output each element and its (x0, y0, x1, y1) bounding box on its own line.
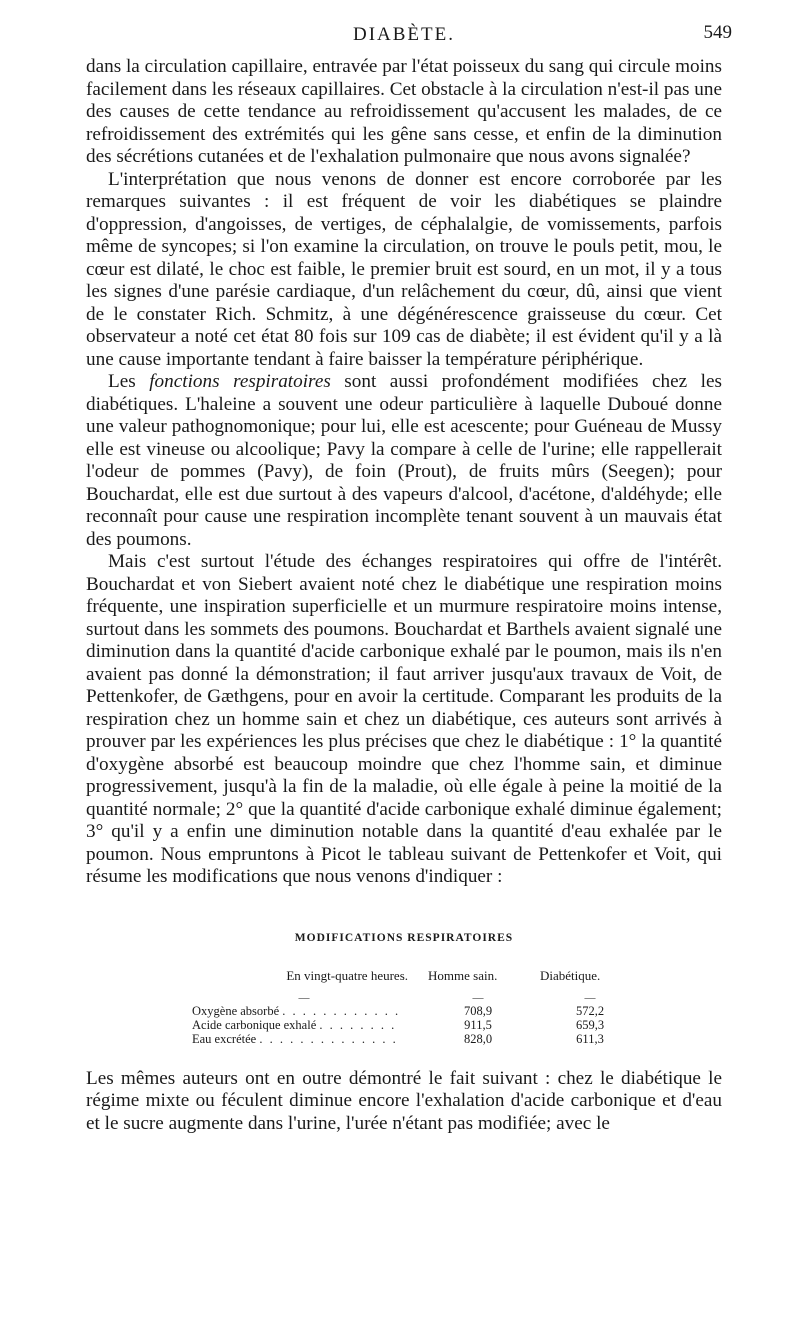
healthy-value: 708,9 (463, 1003, 493, 1018)
paragraph-1: dans la circulation capillaire, entravée par l'état poisseux du sang qui circule moins facilement dans les réseaux capillaires. Cet obstacle à la circulation n'est-il pas une des causes de cette tendance au refroidissement qu'accusent les malades, de ce refroidissement des extrémités qui les gêne sans cesse, et enfin de la diminution des sécrétions cutanées et de l'exhalation pulmonaire que nous avons signalée? (86, 56, 722, 167)
table-caption: MODIFICATIONS RESPIRATOIRES (294, 931, 514, 944)
dash-cell: — (472, 991, 484, 1004)
diabetic-value: 611,3 (576, 1031, 604, 1046)
paragraph-2: L'interprétation que nous venons de donner est encore corroborée par les remarques suivantes : il est fréquent de voir les diabétiques se plaindre d'oppression, d'angoisses, de vertiges, de céphalalgie, de vomissements, parfois même de syncopes; si l'on examine la circulation, on trouve le pouls petit, mou, le cœur est dilaté, le choc est faible, le premier bruit est sourd, en un mot, il y a tous les signes d'une parésie cardiaque, d'un relâchement du cœur, dû, ainsi que vient de le constater Rich. Schmitz, à une dégénérescence graisseuse du cœur. Cet observateur a noté cet état 80 fois sur 109 cas de diabète; il est évident qu'il y a là une cause importante tendant à faire baisser la température périphérique. (86, 168, 722, 370)
table-header-row (186, 963, 646, 992)
row-label (186, 1032, 422, 1046)
running-title: DIABÈTE. (352, 24, 455, 45)
table-row (186, 1018, 646, 1032)
page-header (86, 22, 732, 50)
paragraph-3-italic: fonctions respiratoires (149, 371, 331, 392)
leader-dots: . . . . . . . . . . . . . . (259, 1031, 398, 1046)
leader-dots: . . . . . . . . . . . . (282, 1003, 401, 1018)
dash-cell: — (298, 991, 310, 1004)
paragraph-3-body: sont aussi profondément modifiées chez les diabétiques. L'haleine a souvent une odeur particulière à laquelle Duboué donne une valeur pathognomonique; pour lui, elle est acescente; pour Guéneau de Mussy elle est vineuse ou alcoolique; Pavy la compare à celle de l'urine; elle rappellerait l'odeur de pommes (Pavy), de foin (Prout), de fruits mûrs (Seegen); pour Bouchardat, elle est due surtout à des vapeurs d'alcool, d'acétone, d'aldéhyde; elle reconnaît pour cause une respiration incomplète tenant souvent à un mauvais état des poumons. (86, 371, 722, 550)
closing-paragraph: Les mêmes auteurs ont en outre démontré le fait suivant : chez le diabétique le régime mixte ou féculent diminue encore l'exhalation d'acide carbonique et d'eau et le sucre augmente dans l'urine, l'urée n'étant pas modifiée; avec le (86, 1067, 722, 1134)
page-number: 549 (703, 22, 732, 43)
paragraph-4: Mais c'est surtout l'étude des échanges respiratoires qui offre de l'intérêt. Bouchardat et von Siebert avaient noté chez le diabétique une respiration moins fréquente, une inspiration superficielle et un murmure respiratoire moins intense, surtout dans les sommets des poumons. Bouchardat et Barthels avaient signalé une diminution dans la quantité d'acide carbonique exhalé par le poumon, mais ils n'en avaient pas donné la démonstration; il faut arriver jusqu'aux travaux de Voit, de Pettenkofer, de Gæthgens, pour en avoir la certitude. Comparant les produits de la respiration chez un homme sain et chez un diabétique, ces auteurs sont arrivés à prouver par les expériences les plus précises que chez le diabétique : 1° la quantité d'oxygène absorbé est beaucoup moindre que chez l'homme sain, et diminue progressivement, jusqu'à la fin de la maladie, où elle égale à peine la moitié de la quantité normale; 2° que la quantité d'acide carbonique exhalé diminue également; 3° qu'il y a enfin une diminution notable dans la quantité d'eau exhalée par le poumon. Nous empruntons à Picot le tableau suivant de Pettenkofer et Voit, qui résume les modifications que nous venons d'indiquer : (86, 551, 722, 887)
diabetic-value: 572,2 (575, 1003, 605, 1018)
leader-dots: . . . . . . . . (319, 1017, 397, 1032)
respiration-table-block (86, 927, 722, 1046)
header-healthy: Homme sain. (428, 968, 498, 983)
paragraph-3-lead: Les (108, 371, 150, 392)
healthy-value: 911,5 (464, 1017, 492, 1032)
main-text (86, 56, 722, 1135)
row-label-text: Acide carbonique exhalé (192, 1017, 317, 1032)
row-label-text: Eau excrétée (192, 1031, 257, 1046)
table-row (186, 1004, 646, 1018)
table-dash-row (186, 992, 646, 1004)
healthy-value: 828,0 (463, 1031, 493, 1046)
diabetic-value: 659,3 (575, 1017, 605, 1032)
dash-cell: — (584, 991, 596, 1004)
row-label (186, 1018, 422, 1032)
respiration-table (186, 963, 646, 1046)
row-label-text: Oxygène absorbé (192, 1003, 280, 1018)
table-row (186, 1032, 646, 1046)
header-period: En vingt-quatre heures. (286, 968, 408, 983)
header-diabetic: Diabétique. (540, 968, 601, 983)
paragraph-3 (86, 371, 722, 551)
book-page (86, 22, 732, 1135)
row-label (186, 1004, 422, 1018)
